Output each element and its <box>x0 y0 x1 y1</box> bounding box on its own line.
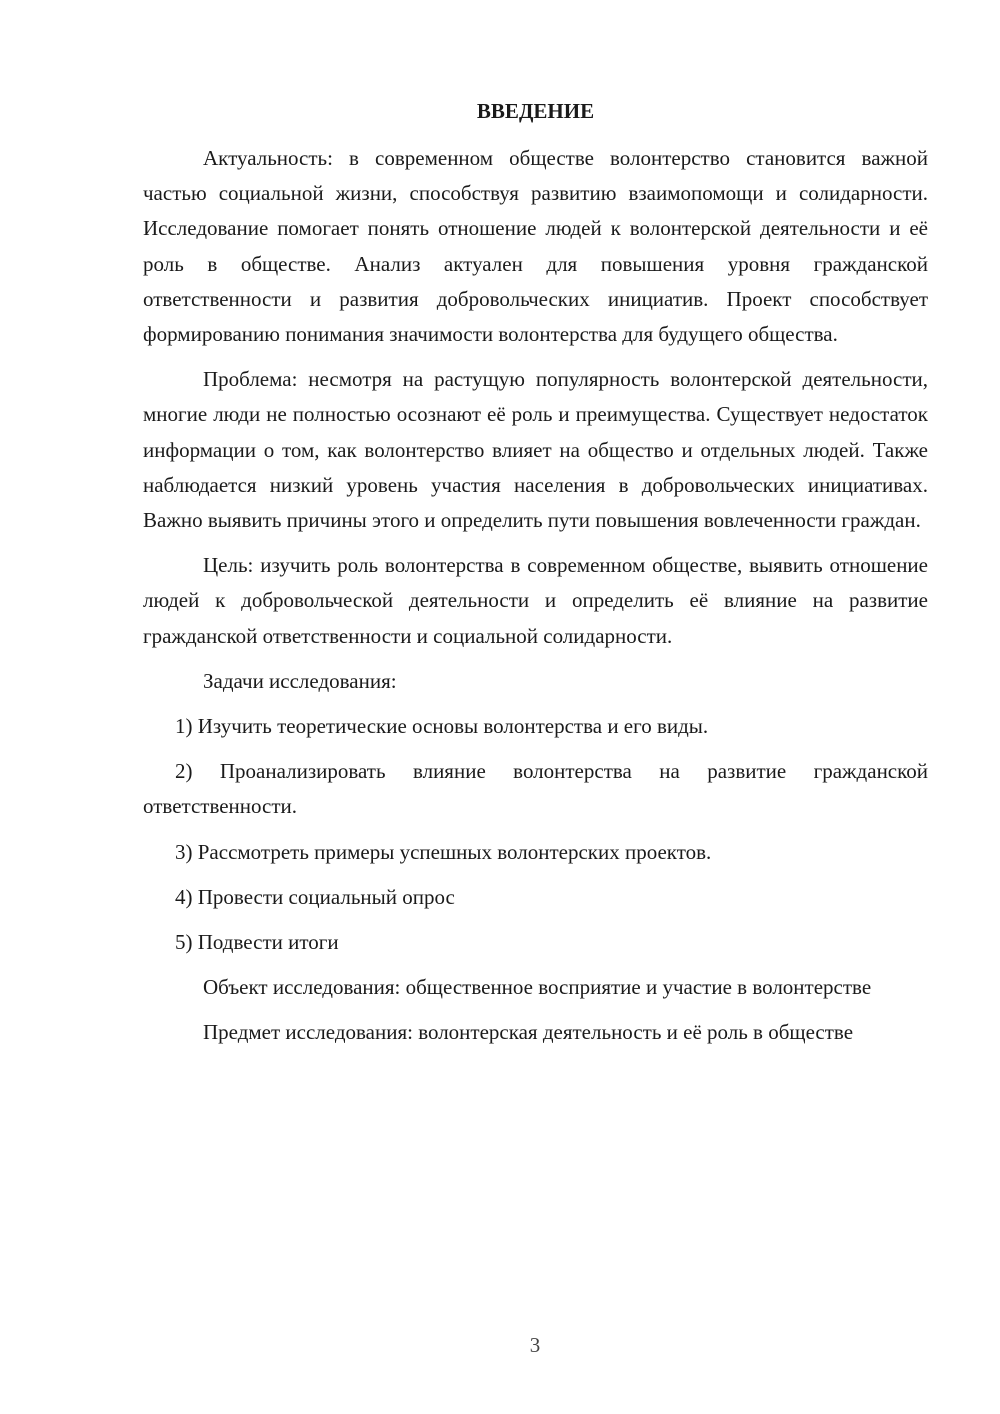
subject-paragraph: Предмет исследования: волонтерская деятельность и её роль в обществе <box>203 1020 854 1045</box>
document-page <box>143 94 928 1061</box>
page-number: 3 <box>529 1333 541 1357</box>
problem-paragraph: Проблема: несмотря на растущую популярность волонтерской деятельности, многие люди не полностью осознают её роль и преимущества. Существует недостаток информации о том, как волонтерство влияет на общество и отдельных людей. Также наблюдается низкий уровень участия населения в добровольческих инициативах. Важно выявить причины этого и определить пути повышения вовлеченности граждан. <box>143 367 928 533</box>
task-item: 1) Изучить теоретические основы волонтерства и его виды. <box>175 714 709 739</box>
task-item: 5) Подвести итоги <box>175 930 339 955</box>
task-item: 4) Провести социальный опрос <box>175 884 455 909</box>
goal-paragraph: Цель: изучить роль волонтерства в современном обществе, выявить отношение людей к добровольческой деятельности и определить её влияние на развитие гражданской ответственности и социальной солидарности. <box>143 553 928 648</box>
tasks-heading: Задачи исследования: <box>203 668 397 693</box>
task-item: 2) Проанализировать влияние волонтерства на развитие гражданской ответственности. <box>143 759 928 819</box>
object-paragraph: Объект исследования: общественное восприятие и участие в волонтерстве <box>203 975 872 1000</box>
relevance-paragraph: Актуальность: в современном обществе волонтерство становится важной частью социальной жизни, способствуя развитию взаимопомощи и солидарности. Исследование помогает понять отношение людей к волонтерской деятельности и её роль в обществе. Анализ актуален для повышения уровня гражданской ответственности и развития добровольческих инициатив. Проект способствует формированию понимания значимости волонтерства для будущего общества. <box>143 146 928 347</box>
task-item: 3) Рассмотреть примеры успешных волонтерских проектов. <box>175 839 712 864</box>
page-title: ВВЕДЕНИЕ <box>476 99 595 123</box>
